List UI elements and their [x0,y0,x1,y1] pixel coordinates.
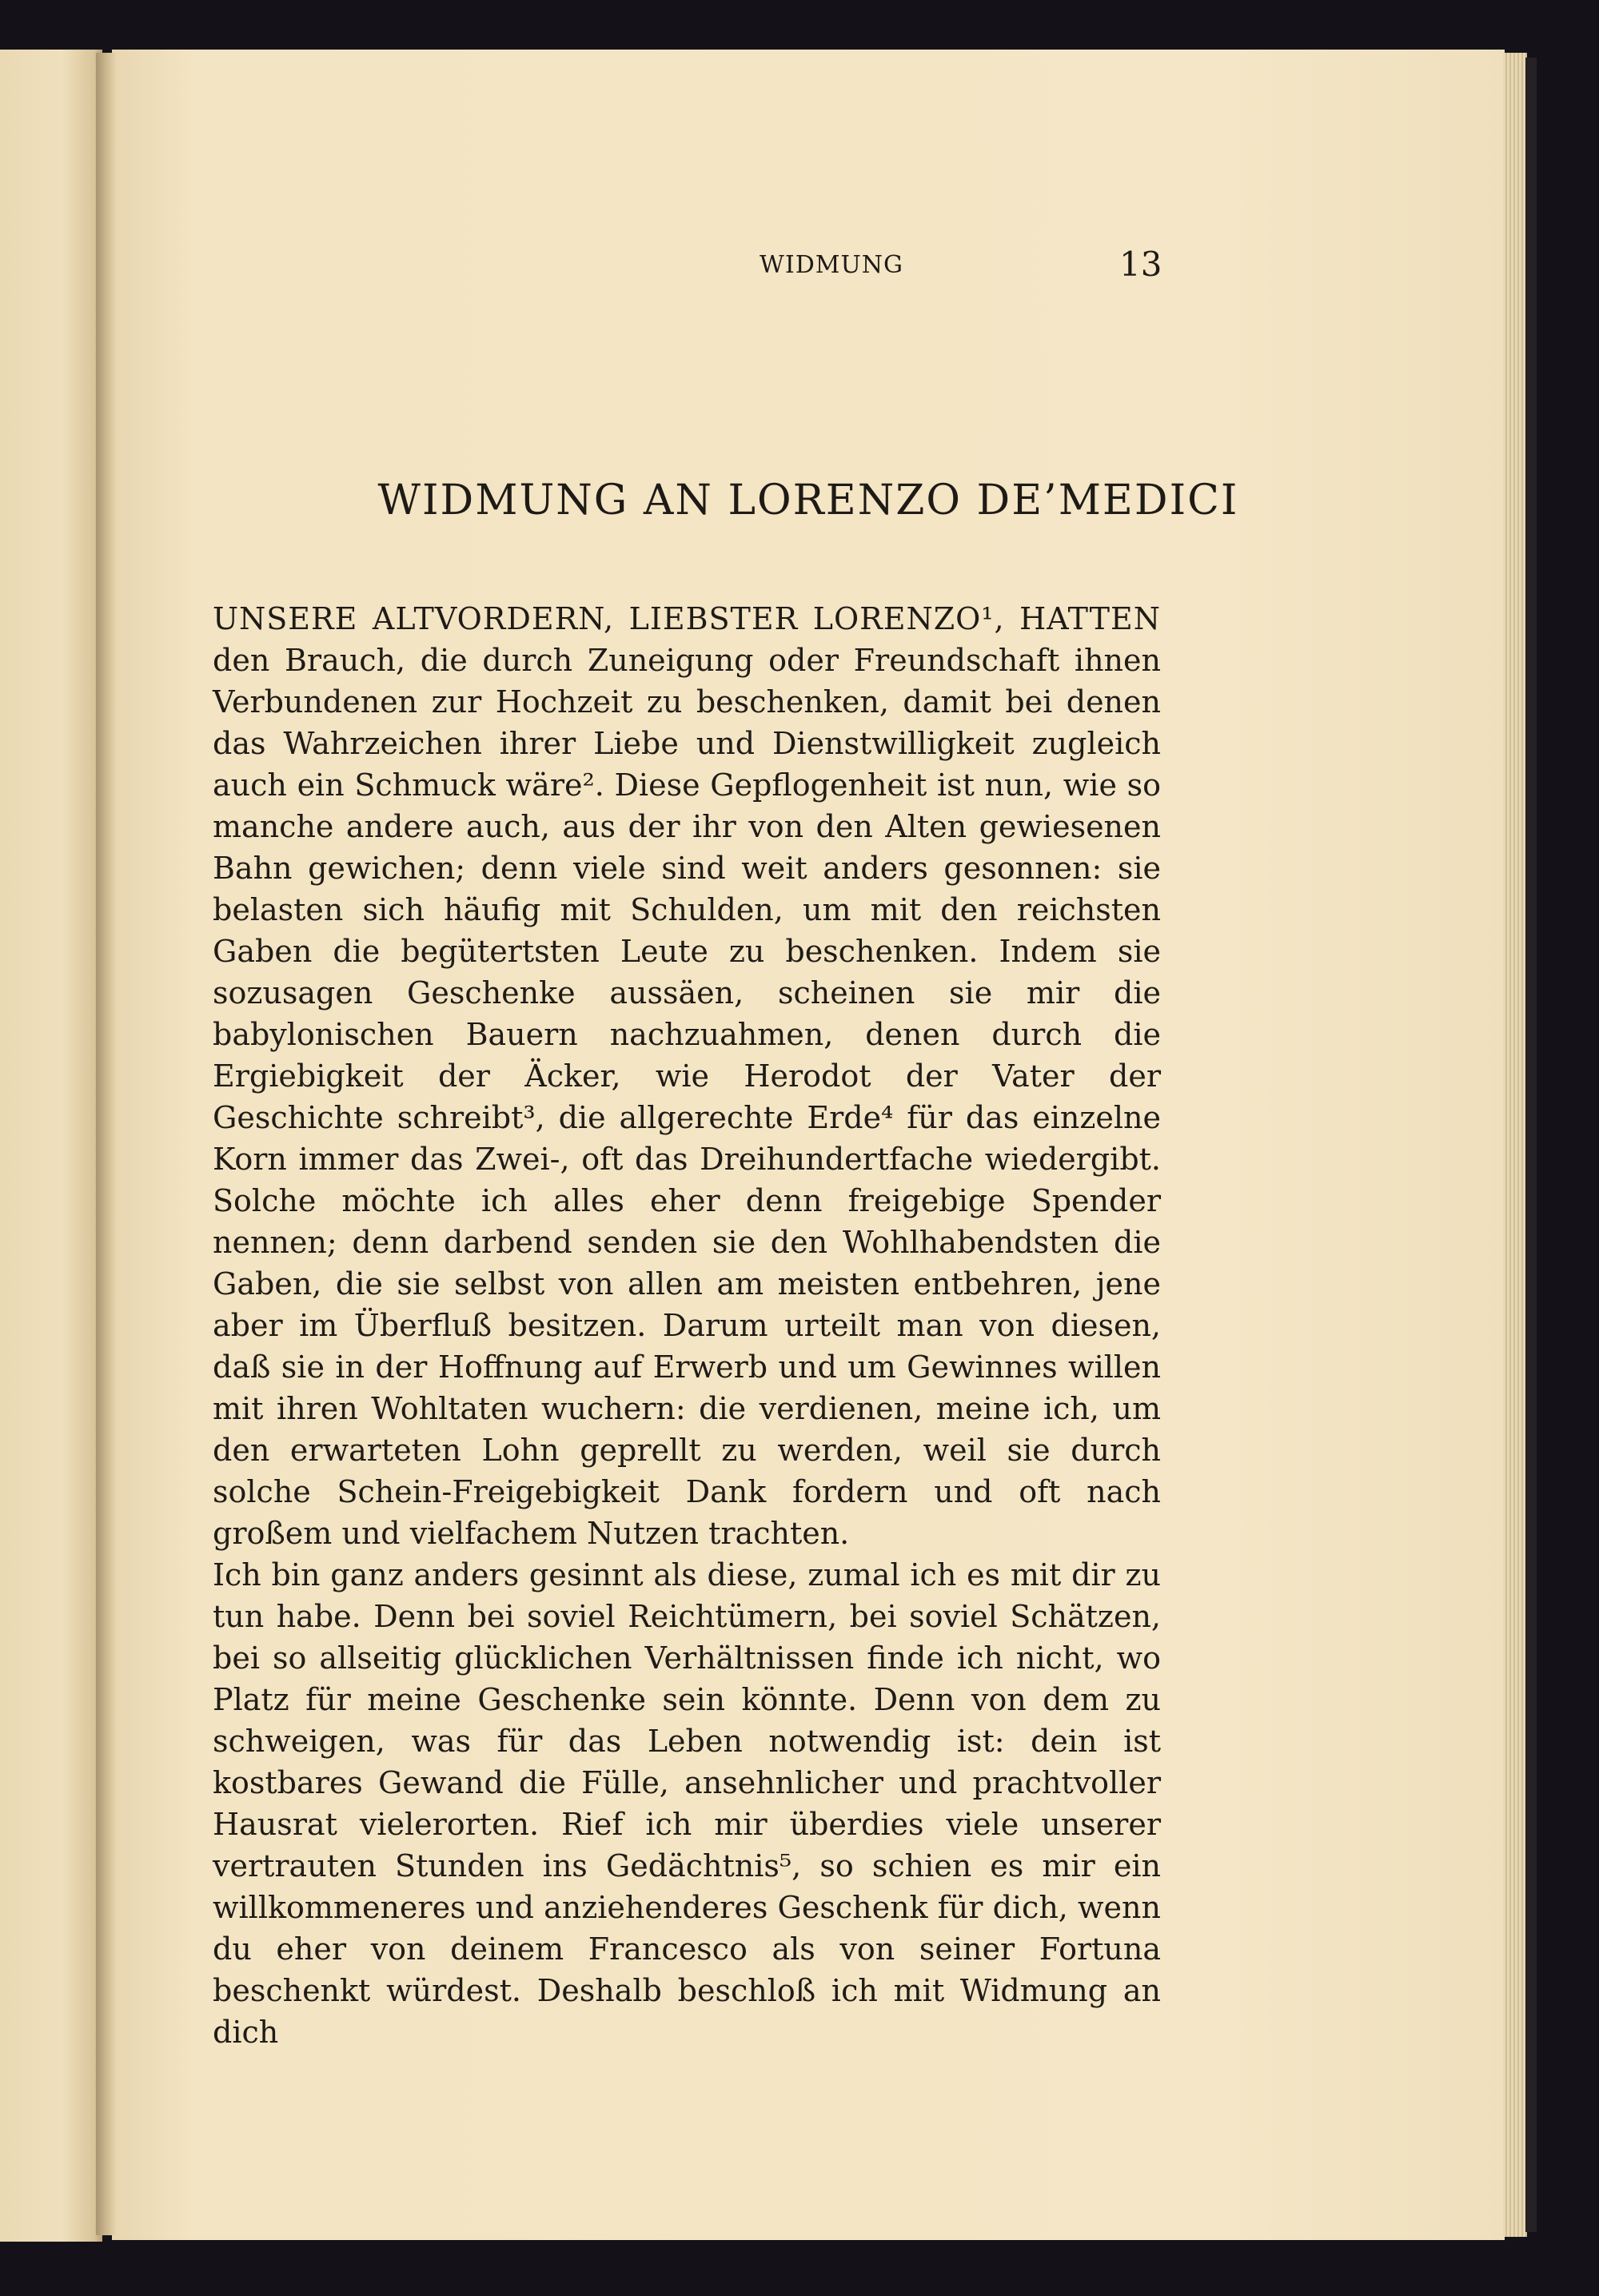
paragraph [213,1554,1161,2053]
paragraph-1-text: den Brauch, die durch Zuneigung oder Freundschaft ihnen Verbundenen zur Hochzeit zu beschenken, damit bei denen das Wahrzeichen ihrer Liebe und Dienstwilligkeit zugleich auch ein Schmuck wäre². Diese Gepflogenheit ist nun, wie so manche andere auch, aus der ihr von den Alten gewiesenen Bahn gewichen; denn viele sind weit anders gesonnen: sie belasten sich häufig mit Schulden, um mit den reichsten Gaben die begütertsten Leute zu beschenken. Indem sie sozusagen Geschenke aussäen, scheinen sie mir die babylonischen Bauern nachzuahmen, denen durch die Ergiebigkeit der Äcker, wie Herodot der Vater der Geschichte schreibt³, die allgerechte Erde⁴ für das einzelne Korn immer das Zwei-, oft das Dreihundertfache wiedergibt. Solche möchte ich alles eher denn freigebige Spender nennen; denn darbend senden sie den Wohlhabendsten die Gaben, die sie selbst von allen am meisten entbehren, jene aber im Überfluß besitzen. Darum urteilt man von diesen, daß sie in der Hoffnung auf Erwerb und um Gewinnes willen mit ihren Wohltaten wuchern: die verdienen, meine ich, um den erwarteten Lohn geprellt zu werden, weil sie durch solche Schein-Freigebigkeit Dank fordern und oft nach großem und vielfachem Nutzen trachten. [213,643,1161,1551]
paragraph-2-text: Ich bin ganz anders gesinnt als diese, zumal ich es mit dir zu tun habe. Denn bei soviel Reichtümern, bei soviel Schätzen, bei so allseitig glücklichen Verhältnissen finde ich nicht, wo Platz für meine Geschenke sein könnte. Denn von dem zu schweigen, was für das Leben notwendig ist: dein ist kostbares Gewand die Fülle, ansehnlicher und prachtvoller Hausrat vielerorten. Rief ich mir überdies viele unserer vertrauten Stunden ins Gedächtnis⁵, so schien es mir ein willkommeneres und anziehenderes Geschenk für dich, wenn du eher von deinem Francesco als von seiner Fortuna beschenkt würdest. Deshalb beschloß ich mit Widmung an dich [213,1557,1161,2050]
page-stack-edge [1503,53,1527,2237]
page-stack-shadow [1525,58,1537,2232]
page-number: 13 [1119,245,1162,284]
page-header [112,245,1505,286]
running-head: WIDMUNG [760,251,903,279]
book-gutter [96,53,117,2235]
left-page-edge [0,50,102,2242]
chapter-title: WIDMUNG AN LORENZO DE’MEDICI [377,476,1239,524]
opening-line: UNSERE ALTVORDERN, LIEBSTER LORENZO¹, HATTEN [213,601,1161,636]
body-text [213,598,1161,2053]
paragraph [213,598,1161,1554]
